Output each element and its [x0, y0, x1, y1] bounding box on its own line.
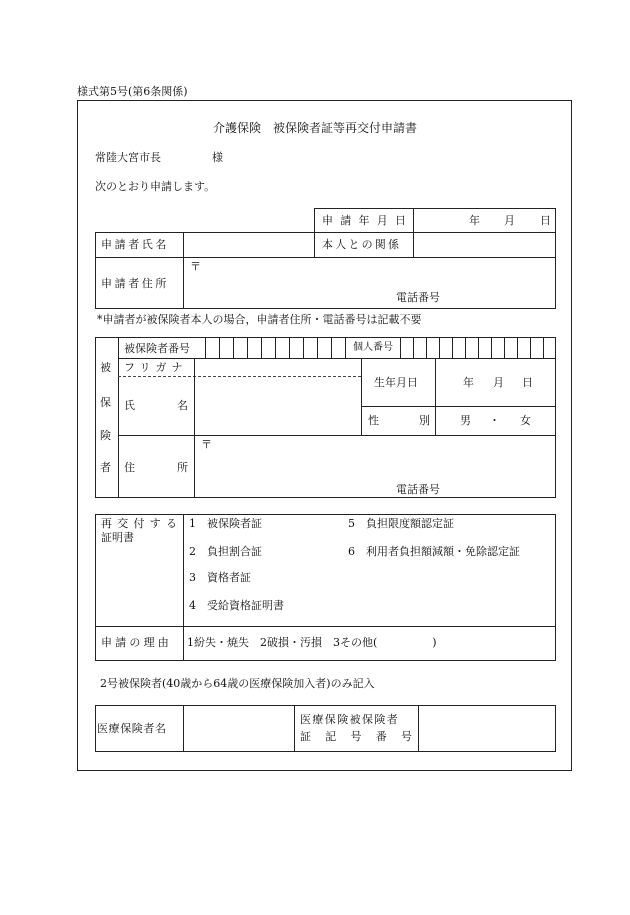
birth-month-label: 月 — [493, 376, 504, 389]
insurer-name-label: 医療保険者名 — [97, 722, 167, 735]
reissue-label-line2: 証明書 — [101, 531, 134, 544]
reason-label: 申請の理由 — [101, 636, 172, 649]
individual-number-label: 個人番号 — [353, 342, 393, 353]
reason-options[interactable]: 1紛失・焼失 2破損・汚損 3その他( ) — [187, 636, 437, 649]
insured-side-label-4: 者 — [100, 461, 111, 474]
insured-side-label-3: 険 — [100, 429, 111, 442]
relation-label: 本人との関係 — [322, 238, 402, 251]
insurance-symbol-field[interactable] — [419, 706, 555, 751]
intro-text: 次のとおり申請します。 — [95, 180, 216, 193]
insured-name-field[interactable] — [195, 377, 360, 434]
reissue-option-6[interactable]: 6 利用者負担額減額・免除認定証 — [348, 545, 520, 558]
sex-male-option[interactable]: 男 — [460, 414, 471, 427]
date-label: 申 請 年 月 日 — [322, 214, 406, 227]
reissue-option-5[interactable]: 5 負担限度額認定証 — [348, 517, 454, 530]
furigana-label: フリガナ — [124, 361, 188, 374]
insured-side-label-1: 被 — [100, 361, 111, 374]
insured-number-label: 被保険者番号 — [124, 342, 190, 355]
insured-side-label-2: 保 — [100, 396, 111, 409]
reissue-option-2[interactable]: 2 負担割合証 — [189, 545, 262, 558]
insurer-name-field[interactable] — [184, 706, 293, 751]
secondary-note: 2号被保険者(40歳から64歳の医療保険加入者)のみ記入 — [100, 677, 375, 690]
insured-address-field[interactable] — [195, 436, 555, 497]
applicant-address-label: 申請者住所 — [101, 277, 169, 290]
birth-label: 生年月日 — [374, 376, 418, 389]
birth-date-field[interactable] — [436, 359, 555, 405]
insured-address-label-2: 所 — [177, 461, 188, 474]
reissue-option-3[interactable]: 3 資格者証 — [189, 571, 251, 584]
form-number: 様式第5号(第6条関係) — [77, 85, 188, 98]
insured-name-label-1: 氏 — [124, 399, 135, 412]
individual-number-field[interactable] — [401, 338, 555, 357]
symbol-label-2: 証 記 号 番 号 — [300, 730, 412, 743]
symbol-label-1: 医療保険被保険者 — [300, 713, 400, 726]
honorific: 様 — [212, 151, 223, 164]
insured-name-label-2: 名 — [177, 399, 188, 412]
sex-female-option[interactable]: 女 — [520, 414, 531, 427]
insured-number-field[interactable] — [206, 338, 345, 357]
addressee: 常陸大宮市長 — [95, 151, 161, 164]
month-label: 月 — [504, 214, 515, 227]
sex-separator: ・ — [489, 414, 500, 427]
relation-field[interactable] — [414, 233, 555, 256]
applicant-phone-label: 電話番号 — [396, 291, 440, 304]
insured-address-label-1: 住 — [124, 461, 135, 474]
insured-phone-label: 電話番号 — [396, 483, 440, 496]
applicant-name-label: 申請者氏名 — [101, 238, 169, 251]
birth-year-label: 年 — [463, 376, 474, 389]
reissue-option-1[interactable]: 1 被保険者証 — [189, 517, 262, 530]
application-date-field[interactable] — [414, 209, 454, 231]
form-title: 介護保険 被保険者証等再交付申請書 — [212, 121, 417, 135]
reissue-label-line1: 再 交 付 す る — [101, 517, 177, 530]
applicant-address-field[interactable] — [184, 258, 555, 308]
sex-label-2: 別 — [419, 414, 430, 427]
postal-mark: 〒 — [190, 260, 201, 273]
birth-day-label: 日 — [522, 376, 533, 389]
applicant-name-field[interactable] — [184, 233, 313, 256]
insured-postal-mark: 〒 — [201, 438, 212, 451]
reissue-option-4[interactable]: 4 受給資格証明書 — [189, 599, 284, 612]
year-label: 年 — [469, 214, 480, 227]
day-label: 日 — [540, 214, 551, 227]
applicant-note: *申請者が被保険者本人の場合，申請者住所・電話番号は記載不要 — [97, 313, 422, 326]
furigana-field[interactable] — [195, 359, 360, 375]
sex-label-1: 性 — [368, 414, 379, 427]
